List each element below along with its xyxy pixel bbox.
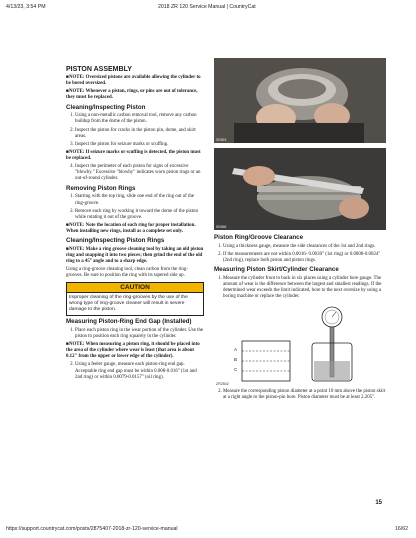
- caution-text: Improper cleaning of the ring-grooves by the use of the wrong type of ring-groove cleaner will result in severe damage to the piston.: [69, 294, 188, 312]
- piston-inspection-photo: [214, 58, 386, 143]
- page-number: 15: [375, 500, 382, 506]
- heading-end-gap: Measuring Piston-Ring End Gap (Installed): [66, 317, 192, 325]
- bore-gauge-drawing: [214, 303, 386, 387]
- list-item: 2. Inspect the piston for cracks in the piston pin, dome, and skirt areas.: [75, 128, 204, 140]
- list-item: 3. Inspect the piston for seizure marks or scuffing.: [75, 142, 204, 148]
- browser-header-title: 2018 ZR 120 Service Manual | CountryCat: [158, 4, 256, 10]
- right-column: [214, 58, 386, 403]
- endgap-step-2: [66, 362, 204, 380]
- list-item: 2. If the measurements are not within 0.0016- 0.0030" (1st ring) or 0.0008-0.0024" (2nd ring), replace both piston and piston rings.: [223, 252, 386, 264]
- heading-clean-rings: Cleaning/Inspecting Piston Rings: [66, 237, 165, 245]
- photo-id: S0366: [216, 225, 227, 229]
- left-column: [66, 66, 204, 383]
- bore-gauge-diagram: [214, 303, 386, 387]
- list-item: 4. Inspect the perimeter of each piston for signs of excessive "blowby." Excessive "blowby" indicates worn piston rings or an out-of-round cylinder.: [75, 164, 204, 182]
- heading-skirt-clearance: Measuring Piston Skirt/Cylinder Clearance: [214, 266, 339, 274]
- note-oversized: ■NOTE: Oversized pistons are available allowing the cylinder to be bored oversized.: [66, 75, 201, 87]
- list-item: 2. Measure the corresponding piston diameter at a point 10 mm above the piston skirt at a right angle to the piston-pin bore. Piston diameter must be at least 2.205".: [223, 389, 386, 401]
- list-item: 1. Measure the cylinder front to back in six places using a cylinder bore gauge. The amount of wear is the difference between the largest and smallest readings. If the determined wear exceeds the limit indicated, bore to the next oversize by using a boring machine or replace the cylinder.: [223, 276, 386, 301]
- remove-steps: [66, 194, 204, 221]
- browser-footer-url: https://support.countrycat.com/posts/2875407-2018-zr-120-service-manual: [6, 526, 178, 532]
- heading-ring-groove: Piston Ring/Groove Clearance: [214, 234, 304, 241]
- heading-remove-rings: Removing Piston Rings: [66, 184, 136, 192]
- section-title: PISTON ASSEMBLY: [66, 66, 132, 73]
- list-item: 2. Remove each ring by working it toward the dome of the piston while rotating it out of the groove.: [75, 209, 204, 221]
- list-item: 2. Using a feeler gauge, measure each piston-ring end gap. Acceptable ring end gap must be within 0.008-0.016" (1st and 2nd ring) or within 0.0079-0.0157" (oil ring).: [75, 362, 204, 380]
- note-groove-tool: ■NOTE: Make a ring groove cleaning tool by taking an old piston ring and snapping it into two pieces; then grind the end of the old ring to a 45° angle and to a sharp edge.: [66, 246, 204, 265]
- skirt-step-1: [214, 276, 386, 301]
- label-b: B: [234, 356, 238, 362]
- heading-clean-piston: Cleaning/Inspecting Piston: [66, 103, 146, 111]
- list-item: 1. Starting with the top ring, slide one end of the ring out of the ring-groove.: [75, 194, 204, 206]
- list-item: 1. Place each piston ring in the wear portion of the cylinder. Use the piston to position each ring squarely in the cylinder.: [75, 328, 204, 340]
- photo-id: S0363: [216, 138, 227, 142]
- diagram-id: ZR2502: [216, 381, 229, 386]
- clean-step-4: [66, 164, 204, 182]
- browser-header-datetime: 4/13/23, 3:54 PM: [6, 4, 46, 10]
- list-item: 1. Using a thickness gauge, measure the side clearances of the 1st and 2nd rings.: [223, 244, 386, 250]
- skirt-step-2: [214, 389, 386, 401]
- manual-page: [64, 58, 386, 518]
- ring-clearance-photo: [214, 148, 386, 230]
- note-ring-location: ■NOTE: Note the location of each ring for proper installation. When installing new rings, install as a complete set only.: [66, 222, 196, 234]
- note-measure-area: ■NOTE: When measuring a piston ring, it should be placed into the area of the cylinder where wear is least (that area is about 0.12" from the upper or lower edge of the cylinder).: [66, 342, 200, 360]
- clean-steps: [66, 113, 204, 148]
- note-seizure: ■NOTE: If seizure marks or scuffing is detected, the piston must be replaced.: [66, 149, 201, 162]
- label-a: A: [234, 346, 238, 352]
- endgap-step-1: [66, 328, 204, 340]
- browser-footer-page: 16/62: [395, 526, 408, 532]
- note-tolerance: ■NOTE: Whenever a piston, rings, or pins are out of tolerance, they must be replaced.: [66, 89, 198, 101]
- list-item: 1. Using a non-metallic carbon removal tool, remove any carbon buildup from the dome of the piston.: [75, 113, 204, 125]
- caution-box: [66, 282, 204, 316]
- ring-photo-image: [214, 148, 386, 230]
- piston-photo-image: [214, 58, 386, 143]
- caution-title: CAUTION: [67, 283, 203, 293]
- groove-steps: [214, 244, 386, 264]
- rings-paragraph: Using a ring-groove cleaning tool, clean carbon from the ring-grooves. Be sure to position the ring with its tapered side up.: [66, 267, 188, 279]
- label-c: C: [234, 366, 238, 372]
